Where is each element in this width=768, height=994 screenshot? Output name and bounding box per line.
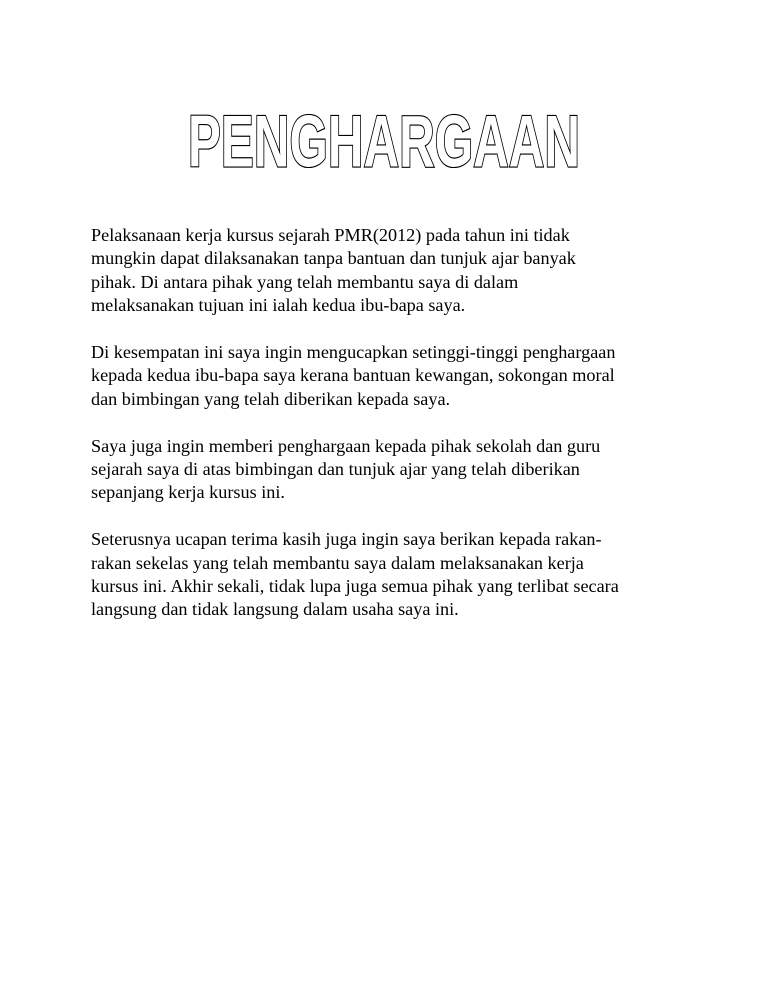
title-svg [0, 78, 768, 168]
paragraph-1: Pelaksanaan kerja kursus sejarah PMR(2012) pada tahun ini tidak mungkin dapat dilaksanakan tanpa bantuan dan tunjuk ajar banyak pihak. Di antara pihak yang telah membantu saya di dalam melaksanakan tujuan ini ialah kedua ibu-bapa saya. [91, 225, 576, 316]
paragraph-2: Di kesempatan ini saya ingin mengucapkan setinggi-tinggi penghargaan kepada kedua ibu-bapa saya kerana bantuan kewangan, sokongan moral dan bimbingan yang telah diberikan kepada saya. [91, 342, 616, 409]
page-title [0, 78, 768, 168]
paragraph-3: Saya juga ingin memberi penghargaan kepada pihak sekolah dan guru sejarah saya di atas bimbingan dan tunjuk ajar yang telah diberikan sepanjang kerja kursus ini. [91, 435, 601, 503]
title-outline-text: PENGHARGAAN [187, 101, 581, 168]
paragraph-4: Seterusnya ucapan terima kasih juga ingin saya berikan kepada rakan- rakan sekelas yang telah membantu saya dalam melaksanakan kerja kursus ini. Akhir sekali, tidak lupa juga semua pihak yang terlibat secara langsung dan tidak langsung dalam usaha saya ini. [91, 529, 619, 620]
body-text [91, 224, 691, 645]
